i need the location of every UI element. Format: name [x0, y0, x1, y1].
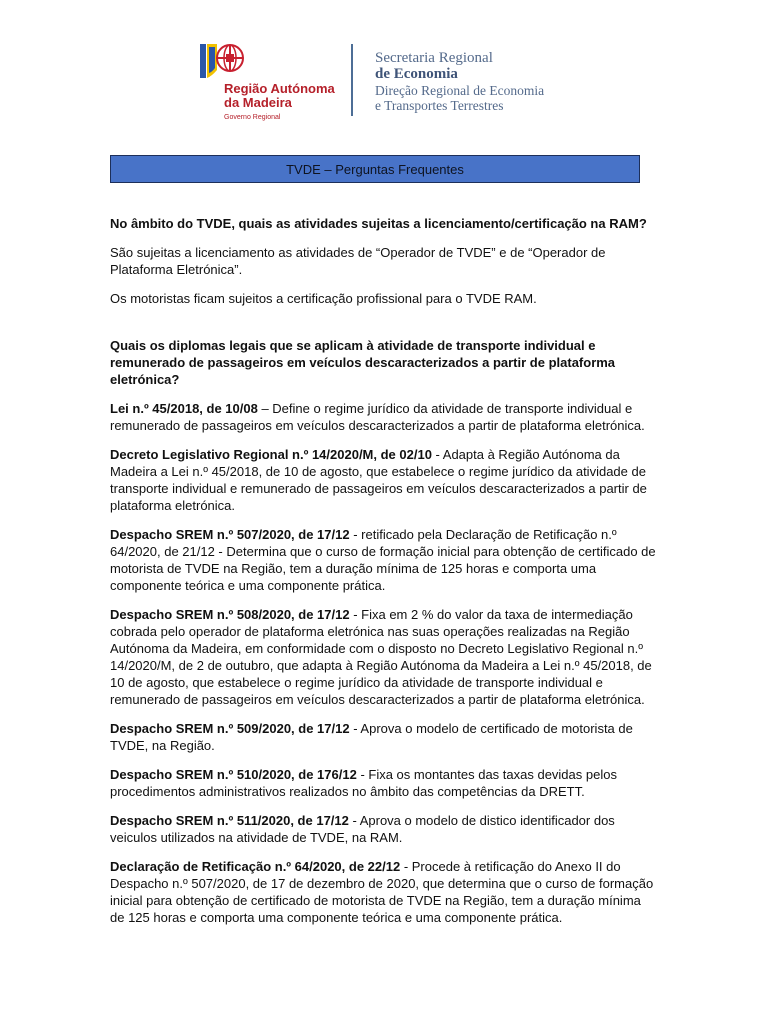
region-line-3: Governo Regional: [224, 114, 281, 121]
secretaria-line: Secretaria Regional: [375, 50, 493, 66]
legal-item-ref: Decreto Legislativo Regional n.º 14/2020/M, de 02/10: [110, 447, 432, 462]
legal-item-ref: Lei n.º 45/2018, de 10/08: [110, 401, 258, 416]
legal-item-text: - Fixa os montantes das taxas devidas pelos procedimentos administrativos realizados no âmbito das competências da DRETT.: [110, 767, 617, 799]
legal-item-ref: Despacho SREM n.º 511/2020, de 17/12: [110, 813, 349, 828]
legal-item-text: – Define o regime jurídico da atividade de transporte individual e remunerado de passageiros em veículos descaracterizados a partir de plataforma eletrónica.: [110, 401, 645, 433]
header-divider: [351, 44, 353, 116]
page-title: TVDE – Perguntas Frequentes: [286, 161, 464, 177]
legal-item: [110, 812, 658, 846]
document-body: [110, 215, 658, 938]
region-line-2: da Madeira: [224, 95, 292, 110]
legal-item-text: - Adapta à Região Autónoma da Madeira a Lei n.º 45/2018, de 10 de agosto, que estabelece o regime jurídico da atividade de transporte individual e remunerado de passageiros em veículos descaracterizados a partir de plataforma eletrónica.: [110, 447, 647, 513]
legal-item: [110, 446, 658, 514]
region-logo: [200, 44, 350, 122]
legal-item-text: - Fixa em 2 % do valor da taxa de intermediação cobrada pelo operador de plataforma eletrónica nas suas operações realizadas na Região Autónoma da Madeira, em conformidade com o disposto no Decreto Legislativo Regional n.º 14/2020/M, de 2 de outubro, que adapta à Região Autónoma da Madeira a Lei n.º 45/2018, de 10 de agosto, que estabelece o regime jurídico da atividade de transporte individual e remunerado de passageiros em veículos descaracterizados a partir de plataforma eletrónica.: [110, 607, 652, 707]
legal-item-ref: Despacho SREM n.º 508/2020, de 17/12: [110, 607, 350, 622]
direcao-line-1: Direção Regional de Economia: [375, 83, 545, 98]
secretaria-logo: [375, 50, 544, 113]
answer-1-paragraph: São sujeitas a licenciamento as atividades de “Operador de TVDE” e de “Operador de Plataforma Eletrónica”.: [110, 245, 606, 277]
legal-item: [110, 606, 658, 708]
region-line-1: Região Autónoma: [224, 81, 335, 96]
legal-item-ref: Declaração de Retificação n.º 64/2020, de 22/12: [110, 859, 401, 874]
title-banner: [110, 155, 640, 183]
economia-line: de Economia: [375, 66, 458, 82]
legal-item: [110, 720, 658, 754]
legal-item: [110, 400, 658, 434]
answer-2-paragraph: Os motoristas ficam sujeitos a certificação profissional para o TVDE RAM.: [110, 291, 537, 306]
legal-item: [110, 526, 658, 594]
legal-item-ref: Despacho SREM n.º 507/2020, de 17/12: [110, 527, 350, 542]
question-1: No âmbito do TVDE, quais as atividades sujeitas a licenciamento/certificação na RAM?: [110, 216, 647, 231]
legal-item-text: - Aprova o modelo de certificado de motorista de TVDE, na Região.: [110, 721, 633, 753]
legal-item-text: - retificado pela Declaração de Retificação n.º 64/2020, de 21/12 - Determina que o curso de formação inicial para obtenção de certificado de motorista de TVDE na Região, tem a duração mínima de 125 horas e comporta uma componente teórica e uma componente prática.: [110, 527, 656, 593]
legal-item: [110, 858, 658, 926]
legal-item-ref: Despacho SREM n.º 510/2020, de 176/12: [110, 767, 357, 782]
question-2: Quais os diplomas legais que se aplicam à atividade de transporte individual e remunerado de passageiros em veículos descaracterizados a partir de plataforma eletrónica?: [110, 338, 616, 387]
legal-item-ref: Despacho SREM n.º 509/2020, de 17/12: [110, 721, 350, 736]
legal-item-text: - Procede à retificação do Anexo II do Despacho n.º 507/2020, de 17 de dezembro de 2020, que determina que o curso de formação inicial para obtenção de certificado de motorista de TVDE na Região, tem a duração mínima de 125 horas e comporta uma componente teórica e uma componente prática.: [110, 859, 654, 925]
direcao-line-2: e Transportes Terrestres: [375, 98, 504, 113]
region-name: [224, 82, 335, 125]
legal-item-text: - Aprova o modelo de distico identificador dos veiculos utilizados na atividade de TVDE, na RAM.: [110, 813, 615, 845]
legal-item: [110, 766, 658, 800]
